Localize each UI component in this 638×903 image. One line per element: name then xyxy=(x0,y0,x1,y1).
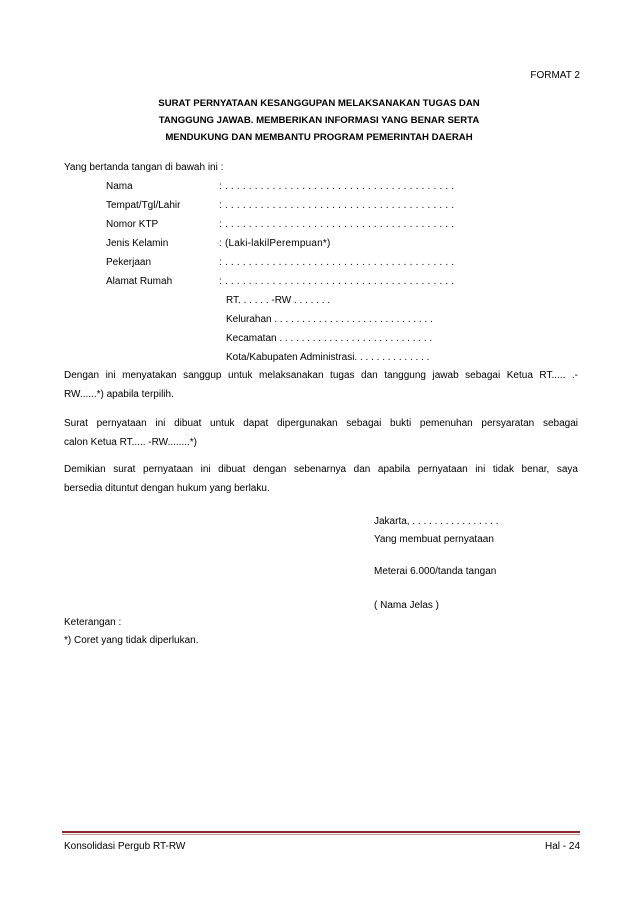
footer-page-number: Hal - 24 xyxy=(544,841,580,852)
document-title-line-2: TANGGUNG JAWAB. MEMBERIKAN INFORMASI YANG BENAR SERTA xyxy=(158,115,480,126)
intro-text: Yang bertanda tangan di bawah ini : xyxy=(64,162,224,173)
field-value-nama: : . . . . . . . . . . . . . . . . . . . . . . . . . . . . . . . . . . . . . . . xyxy=(219,181,455,192)
field-value-tempat-tgl-lahir: : . . . . . . . . . . . . . . . . . . . . . . . . . . . . . . . . . . . . . . . xyxy=(219,200,455,211)
format-label: FORMAT 2 xyxy=(530,70,580,81)
field-label-tempat-tgl-lahir: Tempat/Tgl/Lahir xyxy=(106,200,181,211)
field-value-pekerjaan: : . . . . . . . . . . . . . . . . . . . . . . . . . . . . . . . . . . . . . . . xyxy=(219,257,455,268)
notes-item: *) Coret yang tidak diperlukan. xyxy=(64,635,199,646)
paragraph-statement-line-2: RW......*) apabila terpilih. xyxy=(64,389,174,400)
paragraph-purpose xyxy=(64,414,578,452)
paragraph-closing xyxy=(64,460,578,498)
field-label-pekerjaan: Pekerjaan xyxy=(106,257,152,268)
signature-place-date: Jakarta, . . . . . . . . . . . . . . . . xyxy=(374,516,499,527)
paragraph-closing-line-2: bersedia dituntut dengan hukum yang berlaku. xyxy=(64,483,270,494)
notes-heading: Keterangan : xyxy=(64,617,122,628)
address-kecamatan: Kecamatan . . . . . . . . . . . . . . . . . . . . . . . . . . . . xyxy=(226,333,433,344)
footer-document-name: Konsolidasi Pergub RT-RW xyxy=(64,841,186,852)
address-rt-rw: RT. . . . . . -RW . . . . . . . xyxy=(226,295,331,306)
address-kelurahan: Kelurahan . . . . . . . . . . . . . . . . . . . . . . . . . . . . . xyxy=(226,314,433,325)
field-label-jenis-kelamin: Jenis Kelamin xyxy=(106,238,169,249)
document-title-line-1: SURAT PERNYATAAN KESANGGUPAN MELAKSANAKAN TUGAS DAN xyxy=(158,98,480,109)
paragraph-statement xyxy=(64,366,578,404)
footer-divider xyxy=(62,831,580,833)
signature-name: ( Nama Jelas ) xyxy=(374,600,440,611)
paragraph-purpose-line-2: calon Ketua RT..... -RW........*) xyxy=(64,437,198,448)
document-title-line-3: MENDUKUNG DAN MEMBANTU PROGRAM PEMERINTAH DAERAH xyxy=(165,132,473,143)
paragraph-closing-line-1: Demikian surat pernyataan ini dibuat dengan sebenarnya dan apabila pernyataan ini tidak benar, saya xyxy=(64,464,578,475)
field-label-alamat-rumah: Alamat Rumah xyxy=(106,276,173,287)
paragraph-purpose-line-1: Surat pernyataan ini dibuat untuk dapat dipergunakan sebagai bukti pemenuhan persyaratan sebagai xyxy=(64,418,578,429)
field-value-alamat-rumah: : . . . . . . . . . . . . . . . . . . . . . . . . . . . . . . . . . . . . . . . xyxy=(219,276,455,287)
signature-stamp: Meterai 6.000/tanda tangan xyxy=(374,566,497,577)
field-label-nama: Nama xyxy=(106,181,133,192)
paragraph-statement-line-1: Dengan ini menyatakan sanggup untuk melaksanakan tugas dan tanggung jawab sebagai Ketua RT..... .- xyxy=(64,370,578,381)
field-label-nomor-ktp: Nomor KTP xyxy=(106,219,159,230)
field-value-jenis-kelamin: : (Laki-lakilPerempuan*) xyxy=(219,238,331,249)
footer-divider-secondary xyxy=(62,834,580,835)
field-value-nomor-ktp: : . . . . . . . . . . . . . . . . . . . . . . . . . . . . . . . . . . . . . . . xyxy=(219,219,455,230)
signature-maker: Yang membuat pernyataan xyxy=(374,534,494,545)
address-kota-kabupaten: Kota/Kabupaten Administrasi. . . . . . . . . . . . . . xyxy=(226,352,430,363)
